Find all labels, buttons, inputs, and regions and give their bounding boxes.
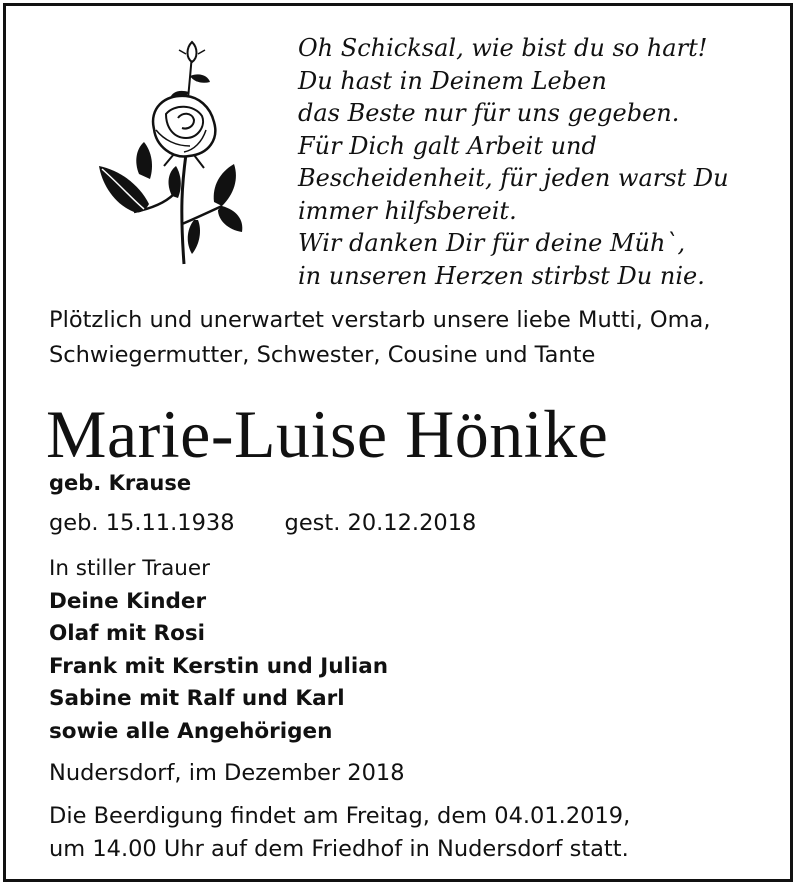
funeral-line: um 14.00 Uhr auf dem Friedhof in Nudersdorf statt. bbox=[49, 836, 629, 862]
poem-line: immer hilfsbereit. bbox=[298, 196, 517, 225]
intro-text bbox=[49, 303, 710, 373]
birth-date: geb. 15.11.1938 bbox=[49, 510, 235, 536]
mourner-name: Frank mit Kerstin und Julian bbox=[49, 653, 389, 679]
poem-line: Du hast in Deinem Leben bbox=[298, 66, 607, 95]
mourners bbox=[49, 553, 388, 748]
poem bbox=[298, 32, 729, 292]
funeral-line: Die Beerdigung findet am Freitag, dem 04.01.2019, bbox=[49, 803, 631, 829]
mourner-name: Sabine mit Ralf und Karl bbox=[49, 686, 345, 711]
poem-line: Bescheidenheit, für jeden warst Du bbox=[298, 164, 729, 192]
poem-line: in unseren Herzen stirbst Du nie. bbox=[298, 261, 705, 290]
mourner-name: sowie alle Angehörigen bbox=[49, 718, 333, 744]
poem-line: Oh Schicksal, wie bist du so hart! bbox=[298, 34, 708, 62]
funeral-info bbox=[49, 800, 630, 866]
mourner-name: Olaf mit Rosi bbox=[49, 621, 206, 646]
deceased-name: Marie-Luise Hönike bbox=[46, 396, 609, 472]
life-dates bbox=[49, 506, 476, 540]
poem-line: Für Dich galt Arbeit und bbox=[298, 131, 597, 160]
death-date: gest. 20.12.2018 bbox=[284, 510, 477, 536]
maiden-name: geb. Krause bbox=[49, 471, 192, 495]
obituary-frame bbox=[3, 3, 793, 882]
mourner-name: Deine Kinder bbox=[49, 588, 207, 614]
poem-line: das Beste nur für uns gegeben. bbox=[298, 99, 680, 127]
poem-line: Wir danken Dir für deine Müh`, bbox=[298, 229, 686, 257]
intro-line: Plötzlich und unerwartet verstarb unsere liebe Mutti, Oma, bbox=[49, 307, 711, 333]
mourners-heading: In stiller Trauer bbox=[49, 556, 210, 581]
rose-icon bbox=[94, 34, 244, 274]
intro-line: Schwiegermutter, Schwester, Cousine und Tante bbox=[49, 342, 596, 368]
place-date: Nudersdorf, im Dezember 2018 bbox=[49, 760, 405, 786]
